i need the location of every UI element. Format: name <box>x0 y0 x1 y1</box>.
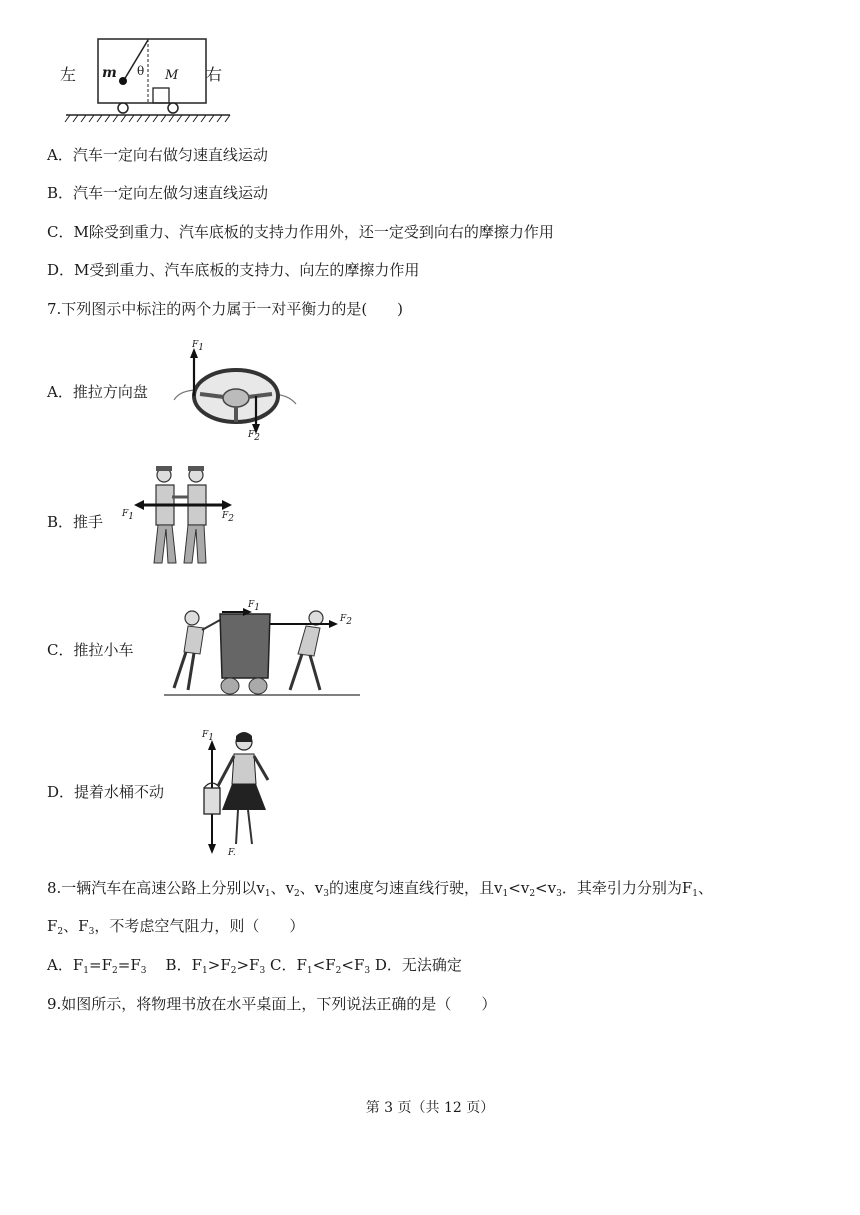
label-right: 右 <box>206 65 223 84</box>
block-M <box>153 88 169 103</box>
q7-option-a: A．推拉方向盘 <box>47 383 148 401</box>
q7-option-b: B．推手 <box>47 513 104 531</box>
label-theta: θ <box>137 64 145 78</box>
figure-push-cart <box>164 598 360 698</box>
label-f1-b: $F_1$ <box>122 509 134 522</box>
label-f2-d: F. <box>228 848 236 858</box>
q7-stem: 7.下列图示中标注的两个力属于一对平衡力的是( ) <box>47 300 404 318</box>
figure-bucket <box>196 728 286 864</box>
q6-option-d: D．M受到重力、汽车底板的支持力、向左的摩擦力作用 <box>47 261 420 279</box>
label-f2-b: $F_2$ <box>222 511 234 524</box>
q8-stem-line2: $F_2$、$F_3$，不考虑空气阻力，则（ ） <box>47 917 305 937</box>
label-M: M <box>165 68 179 83</box>
q8-option-c: C．$F_1<F_2<F_3$ <box>269 956 371 976</box>
label-f2-c: $F_2$ <box>340 614 352 627</box>
q8-options <box>47 955 462 981</box>
q9-stem: 9.如图所示，将物理书放在水平桌面上，下列说法正确的是（ ） <box>47 995 497 1013</box>
q8-option-d: D．无法确定 <box>374 956 462 974</box>
q6-option-a: A．汽车一定向右做匀速直线运动 <box>47 146 268 164</box>
label-f1-c: $F_1$ <box>248 600 260 613</box>
q7-option-c: C．推拉小车 <box>47 641 134 659</box>
q8-option-a: A．$F_1=F_2=F_3$ <box>47 956 147 976</box>
label-f1-d: $F_1$ <box>202 730 214 743</box>
q6-option-b: B．汽车一定向左做匀速直线运动 <box>47 184 269 202</box>
q6-option-c: C．M除受到重力、汽车底板的支持力作用外，还一定受到向右的摩擦力作用 <box>47 223 554 241</box>
label-f1-a: $F_1$ <box>192 340 204 353</box>
figure-push-hands <box>116 463 246 571</box>
label-m: m <box>102 65 117 81</box>
page-footer: 第 3 页（共 12 页） <box>365 1100 495 1116</box>
figure-cart <box>58 32 238 132</box>
label-f2-a: $F_2$ <box>248 430 260 443</box>
label-left: 左 <box>60 65 77 84</box>
q8-option-b: B．$F_1>F_2>F_3$ <box>165 956 266 976</box>
q8-stem-line1: 8.一辆汽车在高速公路上分别以$v_1$、$v_2$、$v_3$的速度匀速直线行驶，且$v_1<v_2<v_3$．其牵引力分别为$F_1$、 <box>47 879 714 899</box>
pendulum-ball <box>119 77 127 85</box>
figure-steering-wheel <box>170 338 300 446</box>
q7-option-d: D．提着水桶不动 <box>47 783 165 801</box>
